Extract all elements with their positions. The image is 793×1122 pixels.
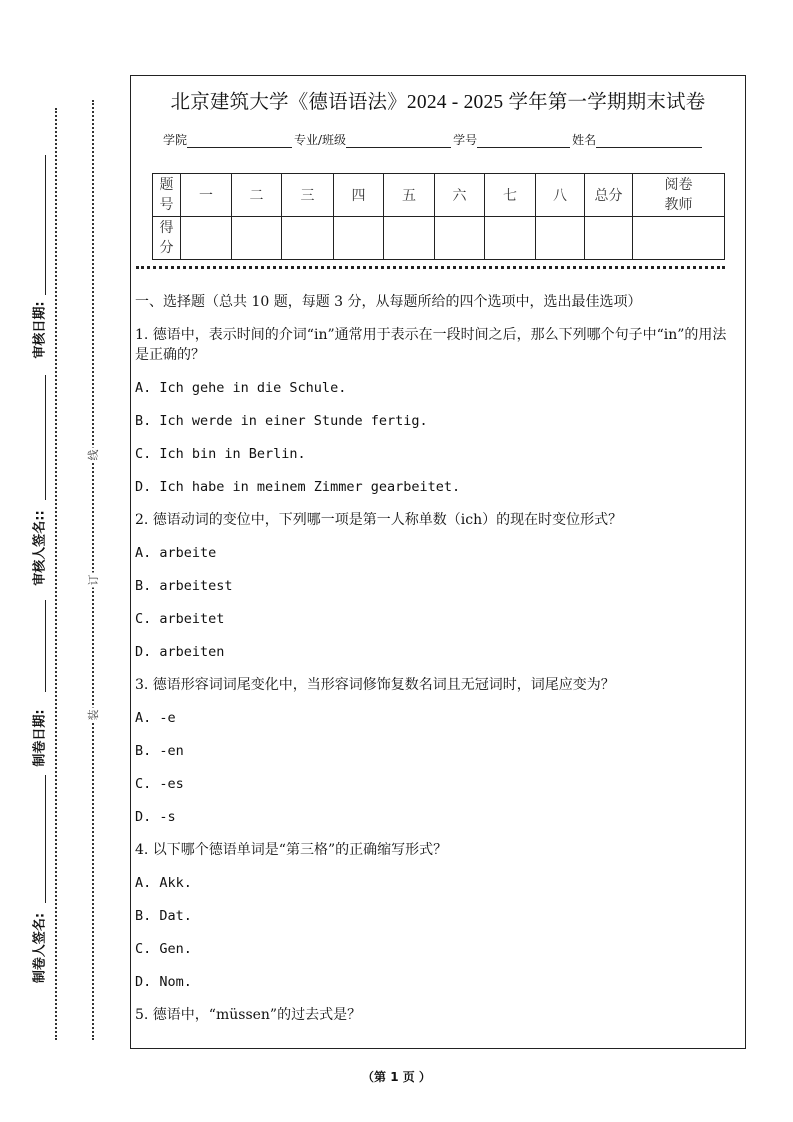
score-label: 得 分 xyxy=(153,217,181,260)
question-text: 3. 德语形容词词尾变化中，当形容词修饰复数名词且无冠词时，词尾应变为？ xyxy=(135,677,615,693)
col-7: 七 xyxy=(485,174,536,217)
page-number: （第 1 页 ） xyxy=(362,1070,431,1084)
question-section xyxy=(135,292,740,1038)
major-class-label: 专业/班级 xyxy=(294,133,347,147)
binding-mark-staple: 订 xyxy=(87,574,100,586)
answer-option[interactable]: C. -es xyxy=(135,776,184,792)
col-grader: 阅卷 教师 xyxy=(633,174,725,217)
student-info-line xyxy=(163,131,704,148)
major-class-field[interactable] xyxy=(346,133,451,148)
question-text: 2. 德语动词的变位中，下列哪一项是第一人称单数（ich）的现在时变位形式？ xyxy=(135,512,623,528)
col-2: 二 xyxy=(232,174,282,217)
score-cell-total[interactable] xyxy=(585,217,633,260)
answer-option[interactable]: A. -e xyxy=(135,710,176,726)
score-cell-grader[interactable] xyxy=(633,217,725,260)
answer-option[interactable]: A. arbeite xyxy=(135,545,217,561)
margin-dotted-line-inner xyxy=(55,108,57,1040)
answer-option[interactable]: D. arbeiten xyxy=(135,644,225,660)
answer-option[interactable]: D. Nom. xyxy=(135,974,192,990)
col-total: 总分 xyxy=(585,174,633,217)
reviewer-signature-line xyxy=(45,375,46,500)
col-8: 八 xyxy=(536,174,585,217)
score-table-score-row xyxy=(153,217,725,260)
answer-option[interactable]: A. Ich gehe in die Schule. xyxy=(135,380,347,396)
score-cell[interactable] xyxy=(536,217,585,260)
col-4: 四 xyxy=(334,174,384,217)
reviewer-signature-label: 审核人签名:: xyxy=(32,510,48,586)
student-id-field[interactable] xyxy=(477,133,570,148)
question-number-label: 题 号 xyxy=(153,174,181,217)
col-3: 三 xyxy=(282,174,334,217)
paper-maker-signature-line xyxy=(45,775,46,903)
answer-option[interactable]: B. -en xyxy=(135,743,184,759)
exam-title: 北京建筑大学《德语语法》2024 - 2025 学年第一学期期末试卷 xyxy=(170,92,706,113)
binding-mark-line: 线 xyxy=(87,449,100,461)
answer-option[interactable]: B. arbeitest xyxy=(135,578,233,594)
review-date-label: 审核日期: xyxy=(32,301,48,359)
separator-dotted-line xyxy=(136,266,725,269)
binding-mark-bind: 装 xyxy=(87,709,100,721)
answer-option[interactable]: D. -s xyxy=(135,809,176,825)
score-cell[interactable] xyxy=(282,217,334,260)
section-heading: 一、选择题（总共 10 题，每题 3 分，从每题所给的四个选项中，选出最佳选项） xyxy=(135,294,642,310)
answer-option[interactable]: C. arbeitet xyxy=(135,611,225,627)
answer-option[interactable]: C. Gen. xyxy=(135,941,192,957)
name-label: 姓名 xyxy=(572,133,597,147)
score-cell[interactable] xyxy=(435,217,485,260)
student-id-label: 学号 xyxy=(453,133,478,147)
score-cell[interactable] xyxy=(485,217,536,260)
review-date-line xyxy=(45,155,46,295)
question-text: 1. 德语中，表示时间的介词“in”通常用于表示在一段时间之后，那么下列哪个句子中“in”的用法是正确的？ xyxy=(135,327,727,363)
col-1: 一 xyxy=(181,174,232,217)
score-cell[interactable] xyxy=(232,217,282,260)
paper-date-label: 制卷日期: xyxy=(32,709,48,767)
answer-option[interactable]: A. Akk. xyxy=(135,875,192,891)
question-list xyxy=(135,325,740,1025)
score-table-header-row xyxy=(153,174,725,217)
answer-option[interactable]: B. Dat. xyxy=(135,908,192,924)
paper-date-line xyxy=(45,600,46,692)
answer-option[interactable]: B. Ich werde in einer Stunde fertig. xyxy=(135,413,428,429)
question-text: 4. 以下哪个德语单词是“第三格”的正确缩写形式？ xyxy=(135,842,448,858)
col-5: 五 xyxy=(384,174,435,217)
score-table xyxy=(152,173,725,260)
answer-option[interactable]: D. Ich habe in meinem Zimmer gearbeitet. xyxy=(135,479,461,495)
college-label: 学院 xyxy=(163,133,188,147)
score-cell[interactable] xyxy=(384,217,435,260)
question-text: 5. 德语中，“müssen”的过去式是？ xyxy=(135,1007,362,1023)
paper-maker-signature-label: 制卷人签名: xyxy=(32,912,48,984)
score-cell[interactable] xyxy=(334,217,384,260)
score-cell[interactable] xyxy=(181,217,232,260)
college-field[interactable] xyxy=(187,133,292,148)
col-6: 六 xyxy=(435,174,485,217)
binding-dotted-line xyxy=(92,100,94,1040)
name-field[interactable] xyxy=(596,133,702,148)
answer-option[interactable]: C. Ich bin in Berlin. xyxy=(135,446,306,462)
